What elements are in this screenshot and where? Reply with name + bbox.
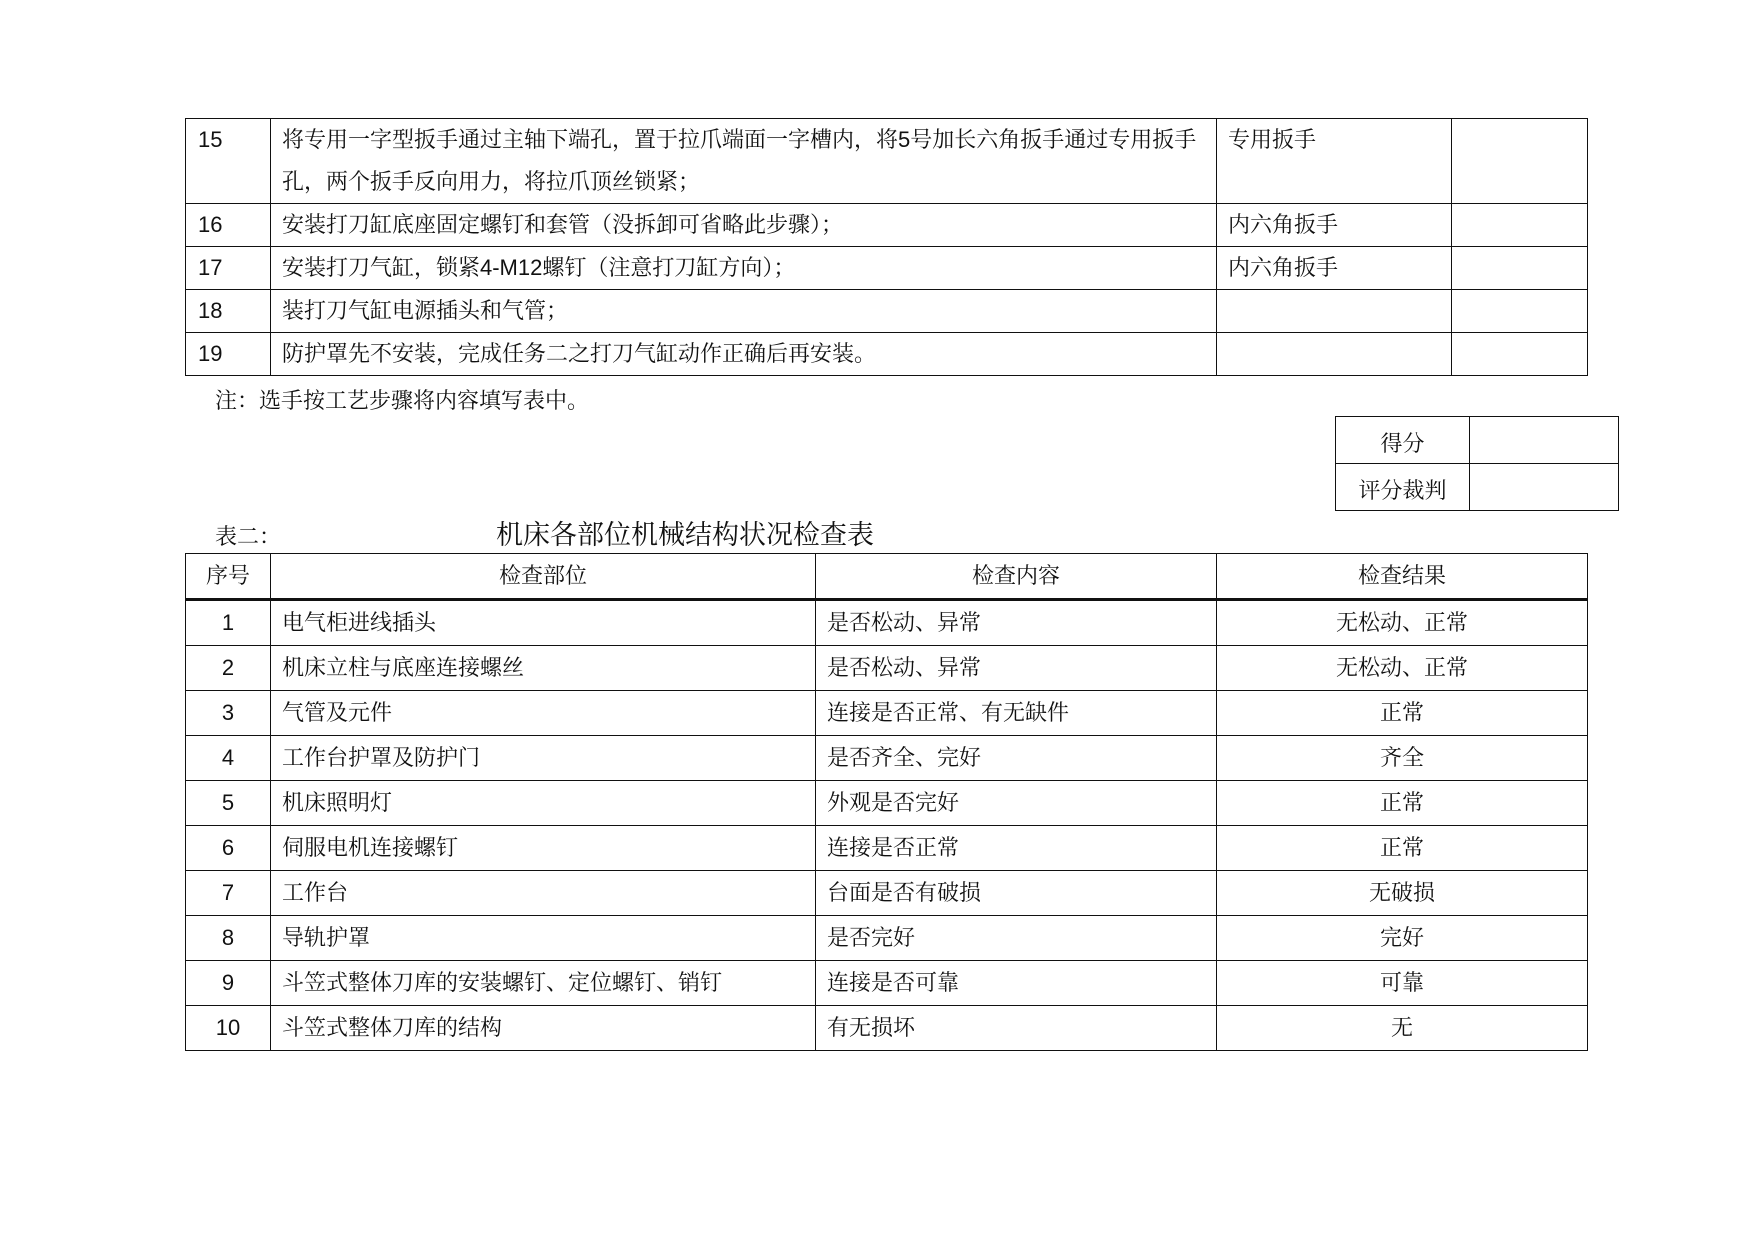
- assembly-steps-table: [185, 118, 1588, 376]
- row-part: 斗笠式整体刀库的结构: [271, 1006, 816, 1051]
- row-content: 连接是否可靠: [816, 961, 1217, 1006]
- row-result: 无破损: [1217, 871, 1588, 916]
- row-result: 无松动、正常: [1217, 646, 1588, 691]
- table2-label: 表二：: [215, 524, 282, 549]
- step-number: 15: [186, 119, 271, 204]
- row-number: 10: [186, 1006, 271, 1051]
- table-row: [186, 781, 1588, 826]
- row-number: 4: [186, 736, 271, 781]
- step-number: 16: [186, 204, 271, 247]
- table-row: [186, 290, 1588, 333]
- table-row: [186, 1006, 1588, 1051]
- row-result: 可靠: [1217, 961, 1588, 1006]
- table-row: [186, 247, 1588, 290]
- header-content: 检查内容: [816, 554, 1217, 600]
- row-result: 无: [1217, 1006, 1588, 1051]
- step-tool: 内六角扳手: [1217, 204, 1452, 247]
- row-content: 台面是否有破损: [816, 871, 1217, 916]
- row-number: 3: [186, 691, 271, 736]
- step-extra-cell: [1452, 204, 1588, 247]
- table-row: [186, 119, 1588, 204]
- score-label: 得分: [1336, 417, 1470, 464]
- step-tool: 内六角扳手: [1217, 247, 1452, 290]
- score-box: [1335, 416, 1619, 511]
- step-extra-cell: [1452, 333, 1588, 376]
- step-tool: [1217, 333, 1452, 376]
- table-row: [186, 961, 1588, 1006]
- step-number: 19: [186, 333, 271, 376]
- step-description: 装打刀气缸电源插头和气管；: [271, 290, 1217, 333]
- row-number: 5: [186, 781, 271, 826]
- table-row: [186, 826, 1588, 871]
- row-part: 电气柜进线插头: [271, 600, 816, 646]
- row-part: 气管及元件: [271, 691, 816, 736]
- table-row: [186, 600, 1588, 646]
- row-result: 正常: [1217, 691, 1588, 736]
- judge-row: [1336, 464, 1619, 511]
- table-note: 注：选手按工艺步骤将内容填写表中。: [215, 388, 590, 413]
- header-part: 检查部位: [271, 554, 816, 600]
- inspection-table: [185, 553, 1588, 1051]
- table-row: [186, 916, 1588, 961]
- row-number: 9: [186, 961, 271, 1006]
- step-number: 17: [186, 247, 271, 290]
- judge-label: 评分裁判: [1336, 464, 1470, 511]
- row-content: 是否松动、异常: [816, 646, 1217, 691]
- row-number: 8: [186, 916, 271, 961]
- row-content: 是否完好: [816, 916, 1217, 961]
- step-extra-cell: [1452, 119, 1588, 204]
- row-part: 工作台护罩及防护门: [271, 736, 816, 781]
- row-part: 机床立柱与底座连接螺丝: [271, 646, 816, 691]
- table-row: [186, 333, 1588, 376]
- row-result: 正常: [1217, 781, 1588, 826]
- score-value-field[interactable]: [1470, 417, 1619, 464]
- step-description: 安装打刀气缸，锁紧4-M12螺钉（注意打刀缸方向）；: [271, 247, 1217, 290]
- table-header-row: [186, 554, 1588, 600]
- table-row: [186, 646, 1588, 691]
- table2-title: 机床各部位机械结构状况检查表: [496, 520, 874, 550]
- row-part: 伺服电机连接螺钉: [271, 826, 816, 871]
- row-part: 导轨护罩: [271, 916, 816, 961]
- row-part: 斗笠式整体刀库的安装螺钉、定位螺钉、销钉: [271, 961, 816, 1006]
- row-number: 7: [186, 871, 271, 916]
- row-number: 6: [186, 826, 271, 871]
- row-result: 完好: [1217, 916, 1588, 961]
- judge-value-field[interactable]: [1470, 464, 1619, 511]
- step-extra-cell: [1452, 247, 1588, 290]
- row-number: 1: [186, 600, 271, 646]
- row-content: 是否松动、异常: [816, 600, 1217, 646]
- step-description: 将专用一字型扳手通过主轴下端孔，置于拉爪端面一字槽内，将5号加长六角扳手通过专用扳手孔，两个扳手反向用力，将拉爪顶丝锁紧；: [271, 119, 1217, 204]
- row-number: 2: [186, 646, 271, 691]
- header-result: 检查结果: [1217, 554, 1588, 600]
- row-content: 是否齐全、完好: [816, 736, 1217, 781]
- row-part: 工作台: [271, 871, 816, 916]
- row-result: 无松动、正常: [1217, 600, 1588, 646]
- step-description: 防护罩先不安装，完成任务二之打刀气缸动作正确后再安装。: [271, 333, 1217, 376]
- header-number: 序号: [186, 554, 271, 600]
- row-part: 机床照明灯: [271, 781, 816, 826]
- step-number: 18: [186, 290, 271, 333]
- row-content: 外观是否完好: [816, 781, 1217, 826]
- step-description: 安装打刀缸底座固定螺钉和套管（没拆卸可省略此步骤）；: [271, 204, 1217, 247]
- row-result: 齐全: [1217, 736, 1588, 781]
- row-content: 连接是否正常: [816, 826, 1217, 871]
- table-row: [186, 871, 1588, 916]
- step-extra-cell: [1452, 290, 1588, 333]
- table-row: [186, 736, 1588, 781]
- step-tool: [1217, 290, 1452, 333]
- row-result: 正常: [1217, 826, 1588, 871]
- row-content: 连接是否正常、有无缺件: [816, 691, 1217, 736]
- row-content: 有无损坏: [816, 1006, 1217, 1051]
- table-row: [186, 691, 1588, 736]
- step-tool: 专用扳手: [1217, 119, 1452, 204]
- table-row: [186, 204, 1588, 247]
- score-row: [1336, 417, 1619, 464]
